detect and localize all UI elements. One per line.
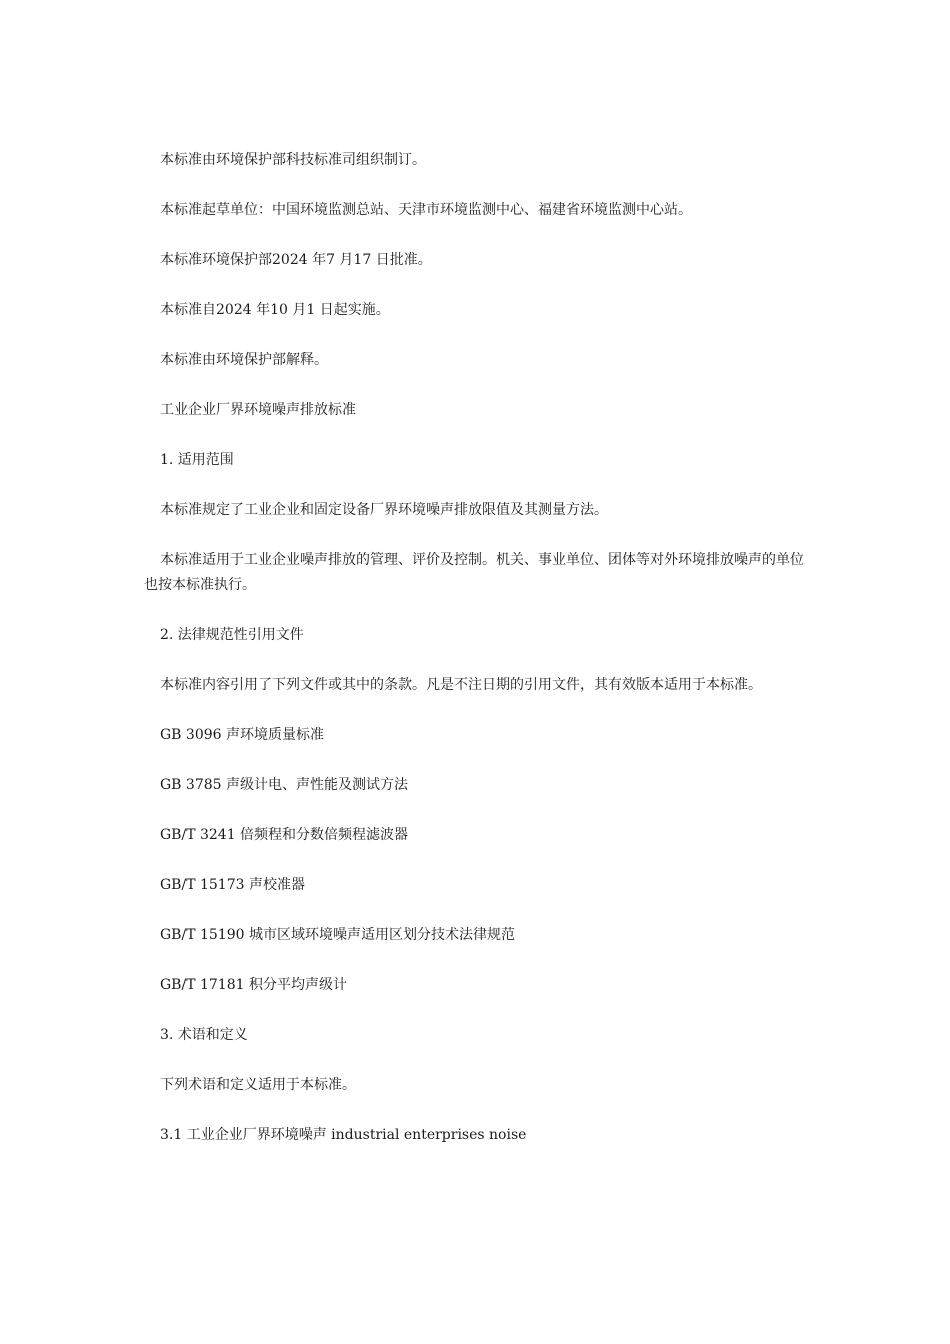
reference-item: GB/T 15173 声校准器 — [160, 877, 305, 893]
reference-item: GB/T 15190 城市区域环境噪声适用区划分技术法律规范 — [160, 927, 515, 943]
paragraph-scope-applicability: 本标准适用于工业企业噪声排放的管理、评价及控制。机关、事业单位、团体等对外环境排放噪声的单位也按本标准执行。 — [144, 552, 804, 593]
reference-item: GB 3096 声环境质量标准 — [160, 727, 325, 743]
paragraph-drafting-units: 本标准起草单位：中国环境监测总站、天津市环境监测中心、福建省环境监测中心站。 — [160, 202, 692, 218]
reference-item: GB 3785 声级计电、声性能及测试方法 — [160, 777, 409, 793]
section-heading-scope: 1. 适用范围 — [160, 452, 234, 468]
reference-item: GB/T 3241 倍频程和分数倍频程滤波器 — [160, 827, 409, 843]
paragraph-references-intro: 本标准内容引用了下列文件或其中的条款。凡是不注日期的引用文件，其有效版本适用于本标准。 — [160, 677, 762, 693]
paragraph-approval-date: 本标准环境保护部2024 年7 月17 日批准。 — [160, 252, 432, 268]
section-heading-references: 2. 法律规范性引用文件 — [160, 627, 304, 643]
paragraph-interpretation: 本标准由环境保护部解释。 — [160, 352, 328, 368]
paragraph-terms-intro: 下列术语和定义适用于本标准。 — [160, 1077, 356, 1093]
paragraph-scope-definition: 本标准规定了工业企业和固定设备厂界环境噪声排放限值及其测量方法。 — [160, 502, 608, 518]
standard-title: 工业企业厂界环境噪声排放标准 — [160, 402, 356, 418]
section-heading-terms: 3. 术语和定义 — [160, 1027, 248, 1043]
paragraph-organizer: 本标准由环境保护部科技标准司组织制订。 — [160, 152, 426, 168]
paragraph-effective-date: 本标准自2024 年10 月1 日起实施。 — [160, 302, 390, 318]
term-definition-heading: 3.1 工业企业厂界环境噪声 industrial enterprises noise — [160, 1127, 527, 1143]
reference-item: GB/T 17181 积分平均声级计 — [160, 977, 347, 993]
document-body — [144, 148, 804, 1148]
